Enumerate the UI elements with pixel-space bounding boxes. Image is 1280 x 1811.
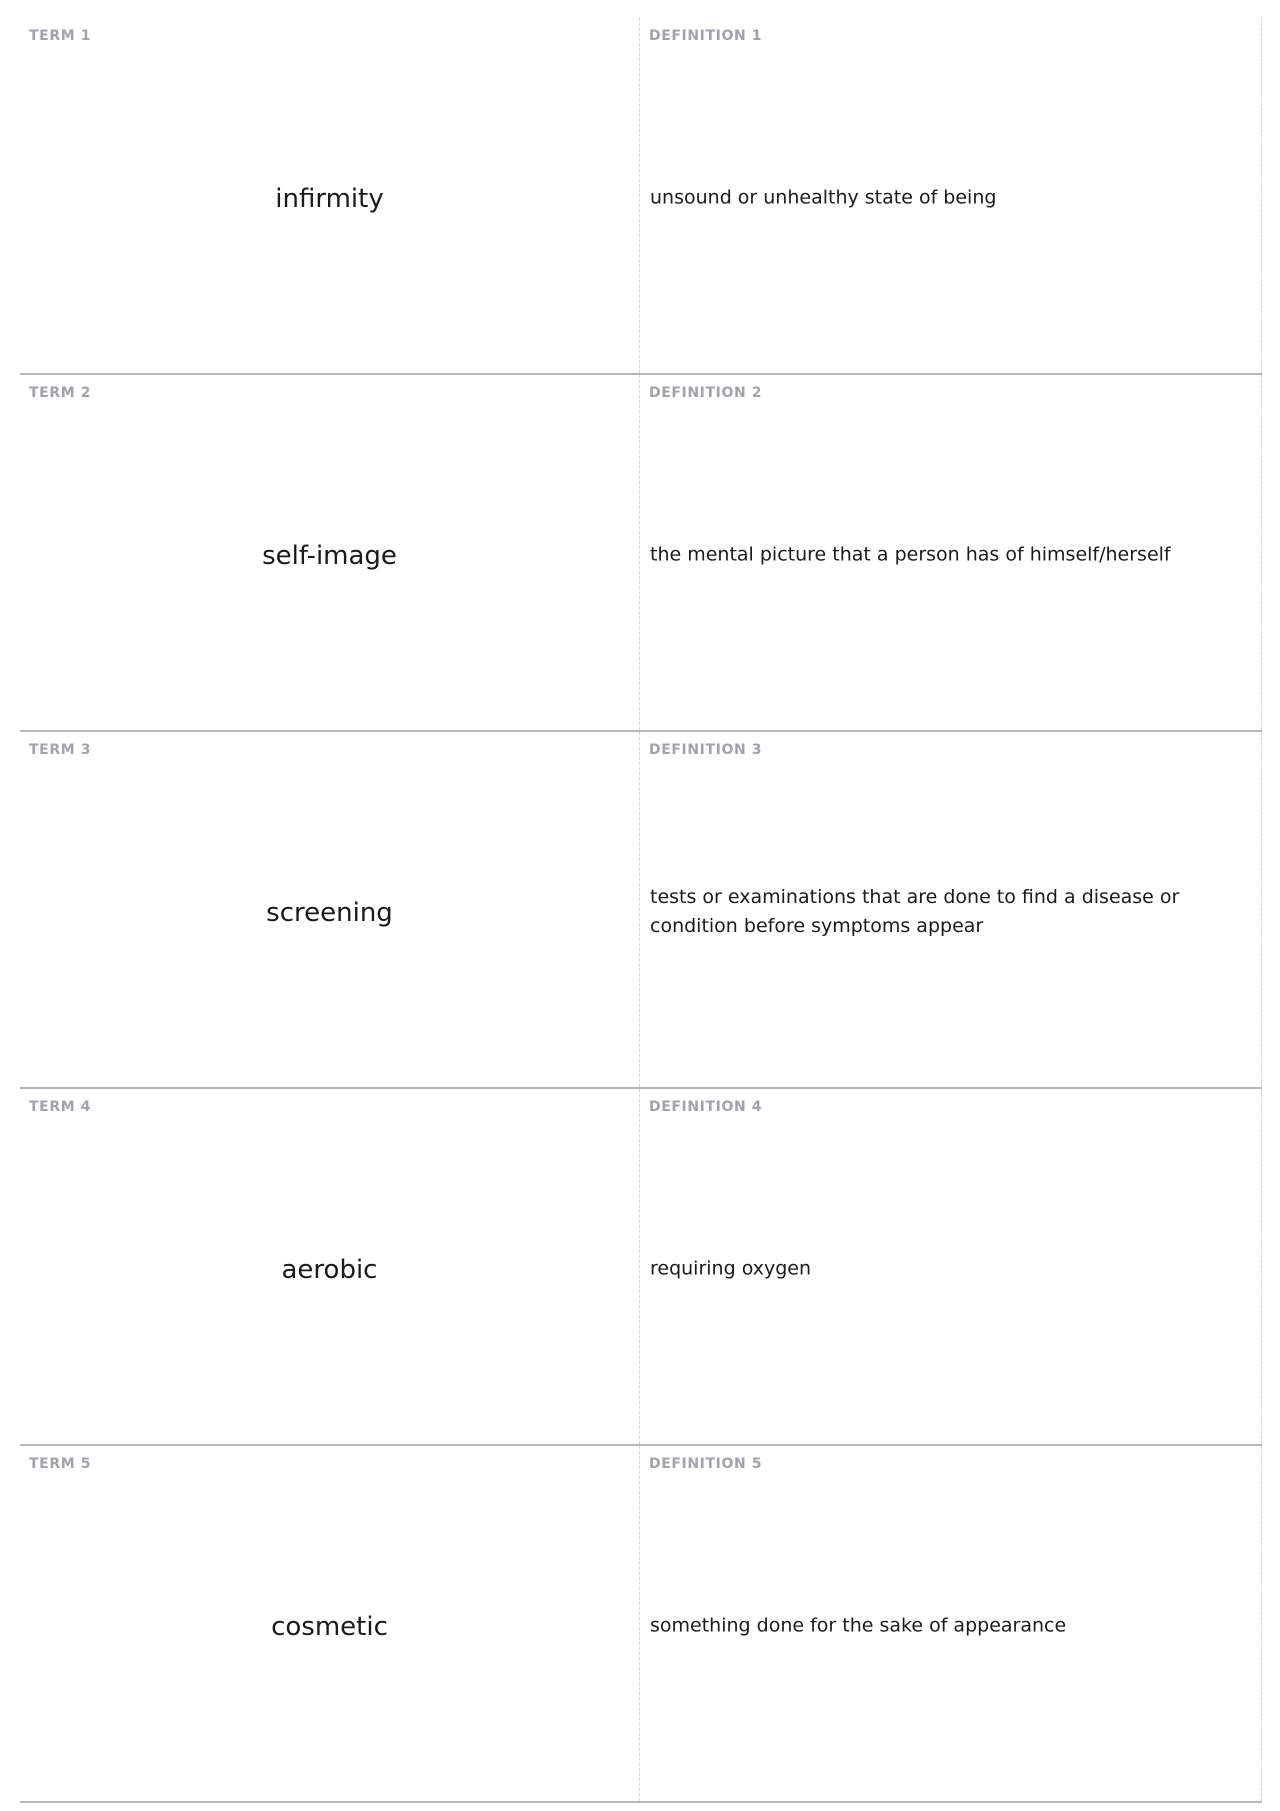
term-cell [20,1446,640,1801]
definition-label: DEFINITION 5 [649,1456,763,1472]
definition-label: DEFINITION 3 [649,742,763,758]
flashcard-row [20,1446,1262,1803]
definition-text: something done for the sake of appearance [650,1614,1067,1636]
definition-text: requiring oxygen [650,1257,812,1279]
definition-label: DEFINITION 4 [649,1099,763,1115]
definition-cell [640,1446,1262,1801]
flashcard-sheet [20,18,1262,1803]
term-label: TERM 4 [29,1099,92,1115]
definition-cell [640,375,1262,730]
definition-text: the mental picture that a person has of himself/herself [650,543,1171,565]
term-label: TERM 3 [29,742,92,758]
term-label: TERM 5 [29,1456,92,1472]
flashcard-row [20,1089,1262,1446]
term-cell [20,18,640,373]
definition-cell [640,732,1262,1087]
definition-text: tests or examinations that are done to find a disease or condition before symptoms appear [650,885,1180,937]
definition-label: DEFINITION 2 [649,385,763,401]
term-cell [20,1089,640,1444]
term-cell [20,375,640,730]
definition-text: unsound or unhealthy state of being [650,186,997,208]
definition-cell [640,1089,1262,1444]
term-text: infirmity [275,183,384,214]
term-cell [20,732,640,1087]
term-label: TERM 1 [29,28,92,44]
term-label: TERM 2 [29,385,92,401]
term-text: self-image [262,540,397,571]
definition-label: DEFINITION 1 [649,28,763,44]
definition-cell [640,18,1262,373]
term-text: cosmetic [271,1611,388,1642]
flashcard-row [20,375,1262,732]
term-text: aerobic [281,1254,378,1285]
term-text: screening [266,897,393,928]
flashcard-row [20,18,1262,375]
flashcard-row [20,732,1262,1089]
